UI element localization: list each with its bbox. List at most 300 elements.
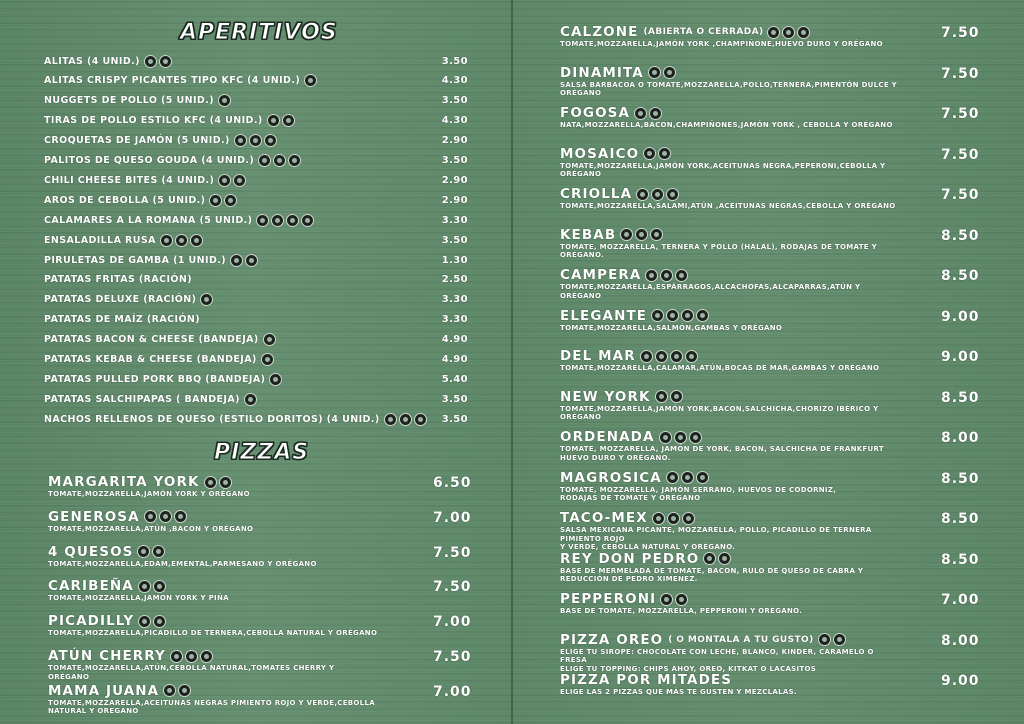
pizza-header bbox=[560, 65, 900, 81]
pizza-ingredients: TOMATE, MOZZARELLA, TERNERA Y POLLO (HALAL), RODAJAS DE TOMATE Y ORÉGANO. bbox=[560, 242, 877, 259]
allergen-egg-icon bbox=[288, 154, 301, 167]
allergen-icons bbox=[263, 333, 276, 346]
menu-item-aperitivo bbox=[44, 112, 468, 130]
allergen-milk-icon bbox=[655, 350, 668, 363]
menu-item-pizza bbox=[560, 389, 900, 422]
menu-item-pizza bbox=[48, 578, 378, 603]
allergen-milk-icon bbox=[635, 228, 648, 241]
pizza-name: DINAMITA bbox=[560, 64, 644, 81]
menu-item-pizza bbox=[48, 613, 378, 638]
pizza-ingredients: NATA,MOZZARELLA,BACON,CHAMPIÑONES,JAMÓN YORK , CEBOLLA Y ORÉGANO bbox=[560, 121, 893, 129]
allergen-milk-icon bbox=[658, 147, 671, 160]
allergen-icons bbox=[652, 512, 695, 525]
pizza-price: 9.00 bbox=[941, 673, 980, 689]
pizza-ingredients: BASE DE MERMELADA DE TOMATE, BACON, RULO DE QUESO DE CABRA Y bbox=[560, 566, 864, 575]
pizza-name: CALZONE bbox=[560, 24, 639, 40]
item-name: PATATAS PULLED PORK BBQ (BANDEJA) bbox=[44, 373, 266, 385]
pizza-price: 8.50 bbox=[941, 227, 980, 244]
menu-item-aperitivo bbox=[44, 211, 468, 229]
pizza-name: TACO-MEX bbox=[560, 510, 648, 526]
allergen-icons bbox=[160, 234, 203, 247]
menu-item-pizza bbox=[560, 24, 900, 49]
pizza-name: CARIBEÑA bbox=[48, 578, 134, 595]
pizza-ingredients: TOMATE,MOZZARELLA,JAMÓN YORK ,CHAMPIÑONE,HUEVO DURO Y ORÉGANO bbox=[560, 40, 883, 48]
item-name: PALITOS DE QUESO GOUDA (4 UNID.) bbox=[44, 155, 255, 166]
allergen-milk-icon bbox=[233, 174, 246, 187]
item-price: 3.50 bbox=[441, 393, 468, 405]
item-price: 5.40 bbox=[441, 373, 468, 385]
pizza-price: 7.50 bbox=[941, 25, 980, 41]
pizza-ingredients: TOMATE,MOZZARELLA,ATÚN,CEBOLLA NATURAL,TOMATES CHERRY Y ORÉGANO bbox=[48, 664, 335, 681]
allergen-icons bbox=[200, 293, 213, 306]
allergen-milk-icon bbox=[666, 309, 679, 322]
item-name: ALITAS (4 UNID.) bbox=[44, 55, 140, 67]
pizza-header bbox=[48, 613, 378, 629]
allergen-gluten-icon bbox=[703, 552, 716, 565]
allergen-gluten-icon bbox=[648, 66, 661, 79]
left-page bbox=[0, 0, 511, 724]
pizza-header bbox=[48, 578, 378, 594]
menu-item-aperitivo bbox=[44, 251, 468, 269]
allergen-mollusc-icon bbox=[190, 234, 203, 247]
allergen-icons bbox=[204, 476, 232, 489]
allergen-crustacean-icon bbox=[685, 350, 698, 363]
allergen-gluten-icon bbox=[384, 413, 397, 426]
menu-item-aperitivo bbox=[44, 311, 468, 329]
item-price: 4.30 bbox=[441, 75, 468, 87]
menu-item-pizza bbox=[48, 474, 378, 499]
allergen-gluten-icon bbox=[218, 174, 231, 187]
allergen-milk-icon bbox=[273, 154, 286, 167]
pizza-price: 8.00 bbox=[941, 632, 980, 649]
allergen-gluten-icon bbox=[652, 512, 665, 525]
allergen-fish-icon bbox=[175, 234, 188, 247]
allergen-gluten-icon bbox=[218, 94, 231, 107]
allergen-fish-icon bbox=[670, 350, 683, 363]
allergen-egg-icon bbox=[271, 214, 284, 227]
menu-item-aperitivo bbox=[44, 132, 468, 150]
pizza-name: DEL MAR bbox=[560, 348, 636, 364]
pizza-name: MAGROSICA bbox=[560, 469, 662, 486]
pizza-name: NEW YORK bbox=[560, 388, 651, 405]
menu-item-aperitivo bbox=[44, 52, 468, 70]
menu-item-aperitivo bbox=[44, 152, 468, 170]
pizza-name-suffix: (ABIERTA O CERRADA) bbox=[643, 27, 764, 37]
allergen-milk-icon bbox=[178, 684, 191, 697]
pizza-name: ELEGANTE bbox=[560, 307, 648, 324]
allergen-gluten-icon bbox=[209, 194, 222, 207]
allergen-icons bbox=[643, 147, 671, 160]
allergen-fish-icon bbox=[174, 510, 187, 523]
pizza-header bbox=[560, 146, 900, 162]
allergen-egg-icon bbox=[689, 431, 702, 444]
item-price: 2.90 bbox=[441, 174, 468, 186]
allergen-gluten-icon bbox=[643, 147, 656, 160]
allergen-gluten-icon bbox=[256, 214, 269, 227]
allergen-milk-icon bbox=[718, 552, 731, 565]
item-name: ALITAS CRISPY PICANTES TIPO KFC (4 UNID.) bbox=[44, 75, 301, 87]
pizza-header bbox=[560, 429, 900, 445]
allergen-gluten-icon bbox=[234, 134, 247, 147]
pizza-ingredients: TOMATE,MOZZARELLA,JAMÓN YORK Y ORÉGANO bbox=[48, 490, 250, 498]
allergen-milk-icon bbox=[263, 333, 276, 346]
pizza-ingredients: TOMATE,MOZZARELLA,SALMÓN,GAMBAS Y ORÉGANO bbox=[560, 323, 783, 332]
pizza-price: 9.00 bbox=[941, 308, 980, 325]
pizza-price: 7.00 bbox=[941, 592, 980, 608]
allergen-egg-icon bbox=[414, 413, 427, 426]
menu-item-pizza bbox=[560, 429, 900, 462]
menu-item-pizza bbox=[48, 509, 378, 534]
pizza-ingredients: ELIGE LAS 2 PIZZAS QUE MÁS TE GUSTEN Y MEZCLALAS. bbox=[560, 688, 797, 696]
pizza-price: 7.00 bbox=[433, 683, 472, 700]
menu-item-aperitivo bbox=[44, 171, 468, 189]
allergen-icons bbox=[144, 510, 187, 523]
allergen-mollusc-icon bbox=[301, 214, 314, 227]
item-price: 3.50 bbox=[441, 155, 468, 166]
item-price: 3.50 bbox=[441, 95, 468, 107]
pizza-name: CAMPERA bbox=[560, 267, 642, 283]
allergen-fish-icon bbox=[200, 650, 213, 663]
pizza-name: CRIOLLA bbox=[560, 186, 633, 202]
pizza-ingredients: TOMATE, MOZZARELLA, JAMÓN DE YORK, BACON, SALCHICHA DE FRANKFURT bbox=[560, 445, 884, 453]
pizza-ingredients: TOMATE,MOZZARELLA,JAMON YORK Y PIÑA bbox=[48, 594, 229, 603]
item-price: 2.90 bbox=[441, 135, 468, 147]
allergen-fish-icon bbox=[681, 309, 694, 322]
allergen-sesame-icon bbox=[650, 228, 663, 241]
pizza-ingredients: ELIGE TU TOPPING: CHIPS AHOY, OREO, KITKAT O LACASITOS bbox=[560, 664, 817, 673]
allergen-gluten-icon bbox=[230, 254, 243, 267]
pizza-header bbox=[48, 648, 378, 664]
item-price: 3.30 bbox=[441, 214, 468, 226]
item-name: PATATAS BACON & CHEESE (BANDEJA) bbox=[44, 334, 259, 346]
menu-item-pizza bbox=[560, 470, 900, 503]
pizza-name: PIZZA OREO bbox=[560, 631, 664, 648]
menu-item-pizza bbox=[560, 308, 900, 333]
allergen-milk-icon bbox=[261, 353, 274, 366]
allergen-gluten-icon bbox=[137, 545, 150, 558]
pizza-name: PIZZA POR MITADES bbox=[560, 672, 733, 688]
menu-item-pizza bbox=[560, 551, 900, 584]
pizza-header bbox=[560, 267, 900, 283]
menu-item-pizza bbox=[48, 544, 378, 569]
pizza-price: 9.00 bbox=[941, 349, 980, 365]
menu-item-aperitivo bbox=[44, 271, 468, 289]
pizza-price: 7.00 bbox=[433, 614, 472, 631]
allergen-gluten-icon bbox=[267, 114, 280, 127]
allergen-gluten-icon bbox=[163, 684, 176, 697]
pizza-header bbox=[560, 551, 900, 567]
pizza-ingredients: TOMATE,MOZZARELLA,ESPÁRRAGOS,ALCACHOFAS,ALCAPARRAS,ATÚN Y ORÉGANO bbox=[560, 283, 861, 300]
pizza-price: 7.00 bbox=[433, 509, 472, 526]
menu-item-aperitivo bbox=[44, 410, 468, 428]
allergen-milk-icon bbox=[249, 134, 262, 147]
allergen-egg-icon bbox=[282, 114, 295, 127]
allergen-milk-icon bbox=[833, 633, 846, 646]
item-price: 3.50 bbox=[441, 234, 468, 246]
allergen-icons bbox=[230, 254, 258, 267]
allergen-milk-icon bbox=[224, 194, 237, 207]
allergen-gluten-icon bbox=[170, 650, 183, 663]
allergen-gluten-icon bbox=[645, 269, 658, 282]
item-name: AROS DE CEBOLLA (5 UNID.) bbox=[44, 194, 206, 206]
pizza-header bbox=[560, 308, 900, 324]
allergen-icons bbox=[620, 228, 663, 241]
allergen-icons bbox=[645, 269, 688, 282]
item-name: PATATAS FRITAS (RACIÓN) bbox=[44, 274, 192, 286]
pizza-price: 7.50 bbox=[433, 579, 472, 596]
pizzas-title: PIZZAS bbox=[214, 440, 310, 465]
pizza-price: 7.50 bbox=[941, 187, 980, 203]
pizza-header bbox=[560, 389, 900, 405]
allergen-icons bbox=[256, 214, 314, 227]
pizza-ingredients: REDUCCIÓN DE PEDRO XIMENEZ. bbox=[560, 575, 698, 583]
pizza-price: 7.50 bbox=[941, 146, 980, 163]
pizza-header bbox=[560, 24, 900, 40]
pizza-price: 8.50 bbox=[941, 511, 980, 527]
right-page bbox=[513, 0, 1024, 724]
allergen-gluten-icon bbox=[304, 74, 317, 87]
allergen-icons bbox=[163, 684, 191, 697]
allergen-icons bbox=[648, 66, 676, 79]
allergen-crustacean-icon bbox=[245, 254, 258, 267]
menu-item-aperitivo bbox=[44, 231, 468, 249]
pizza-name: MARGARITA YORK bbox=[48, 474, 200, 490]
item-price: 4.90 bbox=[441, 334, 468, 346]
menu-item-aperitivo bbox=[44, 331, 468, 349]
allergen-egg-icon bbox=[264, 134, 277, 147]
allergen-gluten-icon bbox=[767, 26, 780, 39]
pizza-name: MAMA JUANA bbox=[48, 682, 160, 699]
menu-item-aperitivo bbox=[44, 351, 468, 369]
allergen-icons bbox=[818, 633, 846, 646]
allergen-gluten-icon bbox=[634, 107, 647, 120]
allergen-gluten-icon bbox=[144, 510, 157, 523]
allergen-icons bbox=[258, 154, 301, 167]
allergen-gluten-icon bbox=[159, 55, 172, 68]
allergen-egg-icon bbox=[160, 234, 173, 247]
pizza-name: PICADILLY bbox=[48, 613, 135, 630]
pizza-header bbox=[48, 474, 378, 490]
pizza-ingredients: TOMATE,MOZZARELLA,SALAMI,ATÚN ,ACEITUNAS NEGRAS,CEBOLLA Y ORÉGANO bbox=[560, 202, 896, 210]
allergen-milk-icon bbox=[649, 107, 662, 120]
pizza-name: PEPPERONI bbox=[560, 591, 657, 607]
allergen-milk-icon bbox=[675, 593, 688, 606]
pizza-ingredients: RODAJAS DE TOMATE Y ORÉGANO bbox=[560, 494, 701, 502]
allergen-milk-icon bbox=[681, 471, 694, 484]
pizza-ingredients: HUEVO DURO Y ORÉGANO. bbox=[560, 453, 671, 462]
allergen-gluten-icon bbox=[818, 633, 831, 646]
pizza-ingredients: TOMATE, MOZZARELLA, JAMÓN SERRANO, HUEVOS DE CODORNIZ, bbox=[560, 485, 837, 494]
allergen-icons bbox=[767, 26, 810, 39]
pizza-name: REY DON PEDRO bbox=[560, 550, 700, 567]
allergen-milk-icon bbox=[153, 615, 166, 628]
menu-item-aperitivo bbox=[44, 72, 468, 90]
item-name: PATATAS DE MAÍZ (RACIÓN) bbox=[44, 314, 201, 326]
allergen-icons bbox=[144, 55, 172, 68]
allergen-icons bbox=[138, 580, 166, 593]
allergen-milk-icon bbox=[660, 269, 673, 282]
menu-item-pizza bbox=[560, 105, 900, 130]
pizza-header bbox=[48, 509, 378, 525]
allergen-milk-icon bbox=[185, 650, 198, 663]
allergen-gluten-icon bbox=[640, 350, 653, 363]
allergen-milk-icon bbox=[159, 510, 172, 523]
allergen-gluten-icon bbox=[204, 476, 217, 489]
allergen-gluten-icon bbox=[660, 593, 673, 606]
pizza-ingredients: TOMATE,MOZZARELLA,CALAMAR,ATÚN,BOCAS DE MAR,GAMBAS Y ORÉGANO bbox=[560, 364, 880, 372]
menu-item-pizza bbox=[560, 186, 900, 211]
pizza-name: GENEROSA bbox=[48, 508, 140, 525]
menu-item-pizza bbox=[560, 146, 900, 179]
pizza-ingredients: SALSA BARBACOA O TOMATE,MOZZARELLA,POLLO,TERNERA,PIMENTÓN DULCE Y ORÉGANO bbox=[560, 80, 898, 97]
allergen-icons bbox=[261, 353, 274, 366]
allergen-gluten-icon bbox=[258, 154, 271, 167]
item-name: NUGGETS DE POLLO (5 UNID.) bbox=[44, 95, 214, 107]
pizza-header bbox=[48, 544, 378, 560]
pizza-ingredients: TOMATE,MOZZARELLA,ACEITUNAS NEGRAS PIMIENTO ROJO Y VERDE,CEBOLLA bbox=[48, 698, 375, 707]
aperitivos-title: APERITIVOS bbox=[180, 20, 338, 45]
menu-item-pizza bbox=[560, 591, 900, 616]
allergen-icons bbox=[640, 350, 698, 363]
item-name: CHILI CHEESE BITES (4 UNID.) bbox=[44, 174, 215, 186]
item-price: 2.50 bbox=[441, 274, 468, 286]
menu-item-aperitivo bbox=[44, 92, 468, 110]
pizza-header bbox=[560, 348, 900, 364]
pizza-ingredients: TOMATE,MOZZARELLA,PICADILLO DE TERNERA,CEBOLLA NATURAL Y ORÉGANO bbox=[48, 629, 378, 638]
allergen-milk-icon bbox=[399, 413, 412, 426]
allergen-gluten-icon bbox=[636, 188, 649, 201]
pizza-ingredients: NATURAL Y OREGANO bbox=[48, 707, 139, 716]
allergen-crustacean-icon bbox=[696, 309, 709, 322]
allergen-egg-icon bbox=[797, 26, 810, 39]
menu-item-pizza bbox=[560, 65, 900, 98]
item-name: ENSALADILLA RUSA bbox=[44, 234, 156, 246]
item-name: PATATAS DELUXE (RACIÓN) bbox=[44, 294, 197, 306]
allergen-milk-icon bbox=[670, 390, 683, 403]
pizza-price: 7.50 bbox=[433, 649, 472, 665]
allergen-celery-icon bbox=[682, 512, 695, 525]
pizza-header bbox=[48, 683, 378, 699]
menu-item-aperitivo bbox=[44, 390, 468, 408]
pizza-price: 7.50 bbox=[433, 544, 472, 561]
pizza-ingredients: Y VERDE, CEBOLLA NATURAL Y ORÉGANO. bbox=[560, 543, 736, 551]
pizza-name-suffix: ( O MONTALA A TU GUSTO) bbox=[668, 634, 814, 645]
allergen-gluten-icon bbox=[655, 390, 668, 403]
allergen-fish-icon bbox=[666, 188, 679, 201]
allergen-icons bbox=[170, 650, 213, 663]
menu-item-pizza bbox=[560, 348, 900, 373]
allergen-icons bbox=[269, 373, 282, 386]
allergen-fish-icon bbox=[286, 214, 299, 227]
allergen-milk-icon bbox=[663, 66, 676, 79]
menu-item-pizza bbox=[560, 510, 900, 552]
allergen-gluten-icon bbox=[651, 309, 664, 322]
allergen-icons bbox=[660, 593, 688, 606]
item-price: 1.30 bbox=[441, 254, 468, 266]
item-name: PATATAS SALCHIPAPAS ( BANDEJA) bbox=[44, 393, 240, 405]
pizza-header bbox=[560, 672, 900, 688]
allergen-milk-icon bbox=[152, 545, 165, 558]
allergen-fish-icon bbox=[675, 269, 688, 282]
allergen-milk-icon bbox=[651, 188, 664, 201]
allergen-icons bbox=[218, 94, 231, 107]
pizza-ingredients: TOMATE,MOZZARELLA,JAMÓN YORK,ACEITUNAS NEGRA,PEPERONI,CEBOLLA Y ORÉGANO bbox=[560, 161, 886, 178]
pizza-ingredients: TOMATE,MOZZARELLA,ATÚN ,BACON Y ORÉGANO bbox=[48, 524, 254, 533]
pizza-header bbox=[560, 510, 900, 526]
allergen-milk-icon bbox=[674, 431, 687, 444]
allergen-icons bbox=[634, 107, 662, 120]
pizza-price: 8.50 bbox=[941, 389, 980, 406]
item-name: NACHOS RELLENOS DE QUESO (ESTILO DORITOS) (4 UNID.) bbox=[44, 413, 380, 425]
pizza-name: FOGOSA bbox=[560, 105, 631, 121]
item-price: 4.90 bbox=[441, 354, 468, 365]
item-price: 2.90 bbox=[441, 194, 468, 206]
pizza-header bbox=[560, 105, 900, 121]
allergen-icons bbox=[659, 431, 702, 444]
item-name: PIRULETAS DE GAMBA (1 UNID.) bbox=[44, 254, 226, 266]
allergen-gluten-icon bbox=[138, 615, 151, 628]
menu-item-aperitivo bbox=[44, 191, 468, 209]
allergen-gluten-icon bbox=[659, 431, 672, 444]
pizza-price: 7.50 bbox=[941, 106, 980, 122]
allergen-icons bbox=[218, 174, 246, 187]
menu-item-aperitivo bbox=[44, 291, 468, 309]
pizza-ingredients: SALSA MEXICANA PICANTE, MOZZARELLA, POLLO, PICADILLO DE TERNERA PIMIENTO ROJO bbox=[560, 526, 872, 543]
pizza-name: 4 QUESOS bbox=[48, 543, 134, 560]
item-price: 3.30 bbox=[441, 294, 468, 306]
pizza-price: 8.00 bbox=[941, 430, 980, 446]
allergen-milk-icon bbox=[153, 580, 166, 593]
item-price: 4.30 bbox=[441, 115, 468, 127]
item-price: 3.50 bbox=[441, 55, 468, 67]
allergen-icons bbox=[209, 194, 237, 207]
pizza-name: ATÚN CHERRY bbox=[48, 648, 166, 664]
pizza-name: KEBAB bbox=[560, 226, 617, 243]
pizza-ingredients: TOMATE,MOZZARELLA,EDAM,EMENTAL,PARMESANO Y ORÉGANO bbox=[48, 559, 317, 568]
allergen-icons bbox=[234, 134, 277, 147]
allergen-icons bbox=[244, 393, 257, 406]
allergen-milk-icon bbox=[667, 512, 680, 525]
allergen-gluten-icon bbox=[666, 471, 679, 484]
item-name: TIRAS DE POLLO ESTILO KFC (4 UNID.) bbox=[44, 115, 263, 127]
menu-item-pizza bbox=[48, 683, 378, 716]
allergen-egg-icon bbox=[696, 471, 709, 484]
pizza-header bbox=[560, 186, 900, 202]
allergen-milk-icon bbox=[219, 476, 232, 489]
pizza-ingredients: BASE DE TOMATE, MOZZARELLA, PEPPERONI Y ORÉGANO. bbox=[560, 607, 803, 615]
menu-item-pizza bbox=[48, 648, 378, 681]
pizza-ingredients: TOMATE,MOZZARELLA,JAMÓN YORK,BACON,SALCHICHA,CHORIZO IBÉRICO Y ORÉGANO bbox=[560, 404, 879, 421]
pizza-header bbox=[560, 632, 900, 648]
pizza-price: 8.50 bbox=[941, 268, 980, 284]
pizza-price: 6.50 bbox=[433, 475, 472, 491]
menu-item-pizza bbox=[560, 672, 900, 697]
pizza-price: 8.50 bbox=[941, 551, 980, 568]
allergen-icons bbox=[304, 74, 317, 87]
allergen-icons bbox=[384, 413, 427, 426]
item-name: CALAMARES A LA ROMANA (5 UNID.) bbox=[44, 214, 253, 226]
allergen-icons bbox=[666, 471, 709, 484]
allergen-milk-icon bbox=[782, 26, 795, 39]
allergen-milk-icon bbox=[269, 373, 282, 386]
allergen-icons bbox=[138, 615, 166, 628]
menu-item-aperitivo bbox=[44, 370, 468, 388]
pizza-header bbox=[560, 591, 900, 607]
pizza-header bbox=[560, 470, 900, 486]
pizza-price: 7.50 bbox=[941, 65, 980, 82]
allergen-icons bbox=[267, 114, 295, 127]
menu-item-pizza bbox=[560, 267, 900, 300]
